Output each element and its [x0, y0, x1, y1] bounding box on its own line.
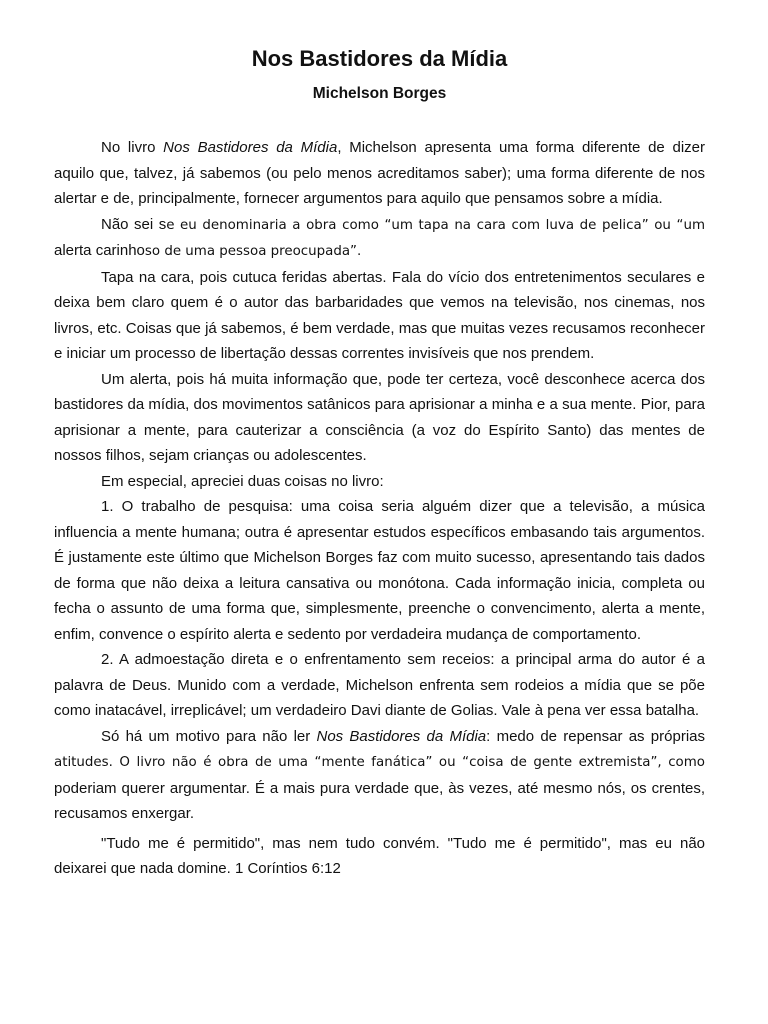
document-page	[54, 44, 705, 882]
text-run: 2. A admoestação direta e o enfrentamento sem receios: a principal arma do autor é a palavra de Deus. Munido com a verdade, Michelson enfrenta sem rodeios a mídia que se põe como inatacável, irreplicável; um verdadeiro Davi diante de Golias. Vale à pena ver essa batalha.	[54, 651, 705, 719]
text-run-alt-font: e eu denominaria a obra como “um tapa na cara com luva de pelica” ou “um	[166, 217, 705, 233]
paragraph	[54, 831, 705, 882]
paragraph	[54, 135, 705, 212]
text-run: , Michelson apresenta uma forma diferente de dizer aquilo que, talvez, já sabemos (ou pelo menos acreditamos saber); uma forma diferente de nos alertar e de, principalmente, fornecer argumentos para aquilo que pensamos sobre a mídia.	[54, 139, 706, 207]
text-run: No livro	[101, 139, 164, 156]
document-author: Michelson Borges	[312, 85, 447, 102]
paragraph	[54, 494, 705, 647]
text-run: Tapa na cara, pois cutuca feridas abertas. Fala do vício dos entretenimentos seculares e deixa bem claro quem é o autor das barbaridades que vemos na televisão, nos cinemas, nos livros, etc. Coisas que já sabemos, é bem verdade, mas que muitas vezes recusamos reconhecer e iniciar um processo de libertação dessas correntes invisíveis que nos prendem.	[54, 268, 705, 362]
text-run: 1. O trabalho de pesquisa: uma coisa seria alguém dizer que a televisão, a música influencia a mente humana; outra é apresentar estudos específicos embasando tais argumentos. É justamente este último que Michelson Borges faz com muito sucesso, apresentando tais dados de forma que não deixa a leitura cansativa ou monótona. Cada informação inicia, completa ou fecha o assunto de uma forma que, simplesmente, preenche o convencimento, alerta a mente, enfim, convence o espírito alerta e sedento por verdadeira mudança de comportamento.	[54, 498, 705, 643]
text-run: alerta carinho	[54, 242, 145, 259]
paragraph	[54, 265, 705, 367]
paragraph	[54, 367, 705, 469]
paragraph	[54, 724, 705, 827]
book-title-italic: Nos Bastidores da Mídia	[163, 139, 338, 156]
text-run: "Tudo me é permitido", mas nem tudo convém. "Tudo me é permitido", mas eu não deixarei que nada domine. 1 Coríntios 6:12	[54, 834, 705, 877]
document-title: Nos Bastidores da Mídia	[251, 46, 508, 71]
paragraph	[54, 647, 705, 724]
text-run: Um alerta, pois há muita informação que, pode ter certeza, você desconhece acerca dos bastidores da mídia, dos movimentos satânicos para aprisionar a minha e a sua mente. Pior, para aprisionar a mente, para cauterizar a consciência (a voz do Espírito Santo) das mentes de nossos filhos, sejam crianças ou adolescentes.	[54, 370, 705, 464]
text-run: Só há um motivo para não ler	[101, 727, 317, 745]
text-run-alt-font: so de uma pessoa preocupada”.	[144, 244, 362, 259]
document-body	[54, 135, 705, 882]
text-run: Não sei s	[101, 215, 167, 233]
text-run-alt-font: atitudes. O livro não é obra de uma “mente fanática” ou “coisa de gente extremista”, como	[54, 755, 705, 770]
text-run: : medo de repensar as próprias	[486, 727, 705, 745]
text-run: poderiam querer argumentar. É a mais pura verdade que, às vezes, até mesmo nós, os crentes, recusamos enxergar.	[54, 779, 705, 822]
paragraph	[54, 469, 705, 495]
text-run: Em especial, apreciei duas coisas no livro:	[101, 472, 384, 490]
paragraph	[54, 212, 705, 265]
book-title-italic: Nos Bastidores da Mídia	[316, 727, 487, 745]
